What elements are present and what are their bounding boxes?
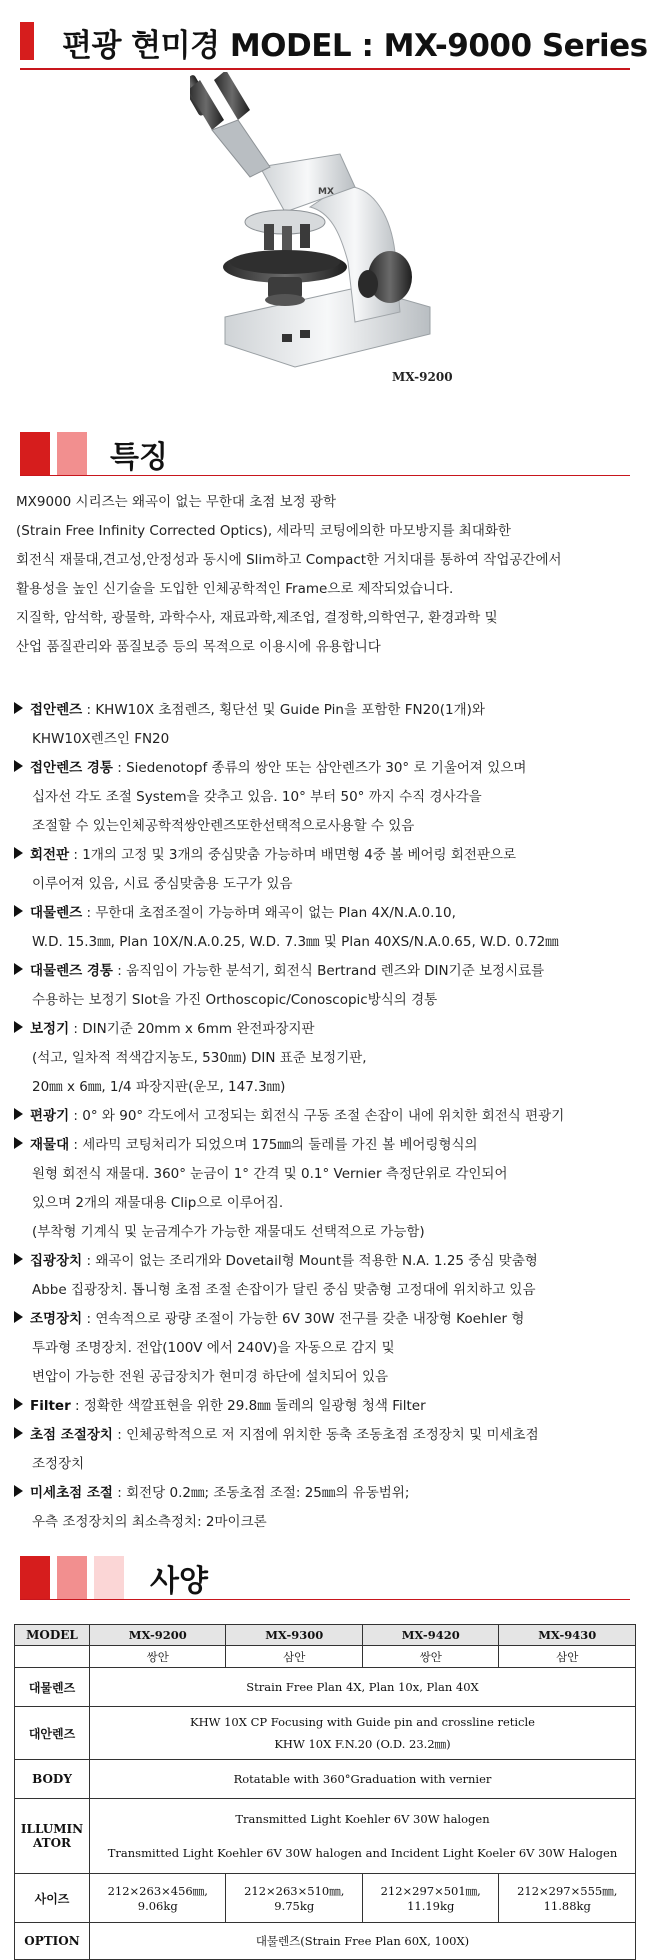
feature-continuation [14, 1044, 644, 1073]
feature-item [14, 1015, 644, 1044]
feature-text: 세라믹 코팅처리가 되었으며 175㎜의 둘레를 가진 볼 베어링형식의 [82, 1137, 478, 1153]
feature-separator: : [82, 905, 96, 921]
feature-separator: : [112, 1485, 127, 1501]
feature-text: Siedenotopf 종류의 쌍안 또는 삼안렌즈가 30° 로 기울어져 있으며 [126, 760, 527, 776]
microscope-image [190, 72, 460, 372]
feature-title: 회전판 [30, 847, 70, 863]
feature-title: 대물렌즈 경통 [30, 963, 113, 979]
feature-continuation [14, 783, 644, 812]
feature-separator: : [112, 963, 127, 979]
table-row [15, 1668, 636, 1707]
feature-text: 조정장치 [32, 1456, 85, 1472]
image-caption: MX-9200 [392, 370, 453, 384]
feature-item [14, 1305, 644, 1334]
feature-title: 집광장치 [30, 1253, 83, 1269]
feature-continuation [14, 1276, 644, 1305]
size-cell [226, 1874, 362, 1923]
feature-title: 미세초점 조절 [30, 1485, 113, 1501]
eyepiece-value [90, 1707, 636, 1760]
feature-separator: : [82, 702, 96, 718]
feature-text: Abbe 집광장치. 톱니형 초점 조절 손잡이가 달린 중심 맞춤형 고정대에 위치하고 있음 [32, 1282, 536, 1298]
feature-continuation [14, 1334, 644, 1363]
feature-item [14, 1392, 644, 1421]
feature-text: 1개의 고정 및 3개의 중심맞춤 가능하며 배면형 4중 볼 베어링 회전판으로 [82, 847, 517, 863]
table-row [15, 1760, 636, 1799]
size-weight: 11.88kg [543, 1899, 591, 1913]
feature-continuation [14, 870, 644, 899]
feature-text: 십자선 각도 조절 System을 갖추고 있음. 10° 부터 50° 까지 수직 경사각을 [32, 789, 482, 805]
feature-item [14, 1131, 644, 1160]
feature-text: 원형 회전식 재물대. 360° 눈금이 1° 간격 및 0.1° Vernier 측정단위로 각인되어 [32, 1166, 508, 1182]
model-cell: MX-9420 [362, 1625, 498, 1646]
features-section-title: 특징 [110, 440, 168, 475]
feature-continuation [14, 1189, 644, 1218]
specs-section-title: 사양 [150, 1564, 208, 1599]
feature-continuation [14, 928, 644, 957]
feature-title: 편광기 [30, 1108, 70, 1124]
model-cell: MX-9200 [90, 1625, 226, 1646]
illuminator-line: Transmitted Light Koehler 6V 30W halogen and Incident Light Koeler 6V 30W Halogen [107, 1846, 618, 1860]
intro-line: 산업 품질관리와 품질보증 등의 목적으로 이용시에 유용합니다 [16, 639, 381, 655]
feature-text: W.D. 15.3㎜, Plan 10X/N.A.0.25, W.D. 7.3㎜ 및 Plan 40XS/N.A.0.65, W.D. 0.72㎜ [32, 934, 559, 950]
bullet-triangle-icon [14, 963, 23, 975]
feature-text: KHW10X 초점렌즈, 횡단선 및 Guide Pin을 포함한 FN20(1개)와 [95, 702, 485, 718]
svg-text:MX: MX [318, 187, 334, 197]
feature-title: 접안렌즈 [30, 702, 83, 718]
intro-line: (Strain Free Infinity Corrected Optics), 세라믹 코팅에의한 마모방지를 최대화한 [16, 523, 511, 539]
feature-text: 무한대 초점조절이 가능하며 왜곡이 없는 Plan 4X/N.A.0.10, [95, 905, 456, 921]
section-accent-block [57, 432, 87, 476]
table-row [15, 1646, 636, 1668]
feature-separator: : [112, 760, 127, 776]
feature-item [14, 841, 644, 870]
feature-item [14, 696, 644, 725]
bullet-triangle-icon [14, 1485, 23, 1497]
feature-item [14, 754, 644, 783]
bullet-triangle-icon [14, 1137, 23, 1149]
size-label: 사이즈 [15, 1874, 90, 1923]
section-accent-block [57, 1556, 87, 1600]
feature-continuation [14, 725, 644, 754]
feature-item [14, 1479, 644, 1508]
size-cell [90, 1874, 226, 1923]
section-divider [20, 475, 630, 476]
table-row [15, 1923, 636, 1960]
intro-line: 지질학, 암석학, 광물학, 과학수사, 재료과학,제조업, 결정학,의학연구, 환경과학 및 [16, 610, 498, 626]
bullet-triangle-icon [14, 847, 23, 859]
feature-separator: : [70, 1398, 84, 1414]
bullet-triangle-icon [14, 1427, 23, 1439]
illuminator-label: ILLUMIN ATOR [15, 1799, 90, 1874]
feature-continuation [14, 1508, 644, 1537]
size-cell [362, 1874, 498, 1923]
type-cell: 쌍안 [362, 1646, 498, 1668]
feature-separator: : [69, 1108, 83, 1124]
feature-text: 인체공학적으로 저 지점에 위치한 동축 조동초점 조정장치 및 미세초점 [126, 1427, 539, 1443]
bullet-triangle-icon [14, 1108, 23, 1120]
feature-text: 투과형 조명장치. 전압(100V 에서 240V)을 자동으로 감지 및 [32, 1340, 395, 1356]
bullet-triangle-icon [14, 1398, 23, 1410]
feature-continuation [14, 812, 644, 841]
model-label: MODEL [15, 1625, 90, 1646]
feature-continuation [14, 1363, 644, 1392]
feature-continuation [14, 1218, 644, 1247]
feature-title: 접안렌즈 경통 [30, 760, 113, 776]
page-header [20, 18, 648, 64]
page-title: 편광 현미경 MODEL : MX-9000 Series [62, 28, 648, 64]
feature-text: 우측 조정장치의 최소측정치: 2마이크론 [32, 1514, 267, 1530]
size-weight: 11.19kg [407, 1899, 455, 1913]
feature-item [14, 957, 644, 986]
intro-paragraph [16, 488, 636, 662]
feature-text: 이루어져 있음, 시료 중심맞춤용 도구가 있음 [32, 876, 293, 892]
feature-item [14, 1421, 644, 1450]
bullet-triangle-icon [14, 1021, 23, 1033]
size-dims: 212×263×510㎜, [244, 1884, 345, 1898]
type-cell: 쌍안 [90, 1646, 226, 1668]
header-accent-block [20, 22, 34, 60]
feature-separator: : [82, 1311, 96, 1327]
model-cell: MX-9300 [226, 1625, 362, 1646]
feature-item [14, 899, 644, 928]
illuminator-line: Transmitted Light Koehler 6V 30W halogen [235, 1812, 490, 1826]
option-value: 대물렌즈(Strain Free Plan 60X, 100X) [90, 1923, 636, 1960]
size-dims: 212×263×456㎜, [107, 1884, 208, 1898]
table-row [15, 1874, 636, 1923]
section-divider [20, 1599, 630, 1600]
feature-continuation [14, 1073, 644, 1102]
feature-item [14, 1102, 644, 1131]
size-weight: 9.75kg [274, 1899, 315, 1913]
illuminator-value [90, 1799, 636, 1874]
bullet-triangle-icon [14, 1253, 23, 1265]
model-cell: MX-9430 [499, 1625, 636, 1646]
section-accent-block [94, 1556, 124, 1600]
eyepiece-label: 대안렌즈 [15, 1707, 90, 1760]
feature-title: 초점 조절장치 [30, 1427, 113, 1443]
feature-text: 있으며 2개의 재물대용 Clip으로 이루어짐. [32, 1195, 284, 1211]
section-accent-block [20, 1556, 50, 1600]
section-accent-block [20, 432, 50, 476]
size-dims: 212×297×501㎜, [380, 1884, 481, 1898]
intro-line: 활용성을 높인 신기술을 도입한 인체공학적인 Frame으로 제작되었습니다. [16, 581, 454, 597]
feature-text: 20㎜ x 6㎜, 1/4 파장지판(운모, 147.3㎚) [32, 1079, 286, 1095]
type-cell: 삼안 [499, 1646, 636, 1668]
type-cell: 삼안 [226, 1646, 362, 1668]
feature-separator: : [69, 1021, 83, 1037]
feature-separator: : [69, 847, 83, 863]
feature-continuation [14, 1450, 644, 1479]
feature-text: 0° 와 90° 각도에서 고정되는 회전식 구동 조절 손잡이 내에 위치한 회전식 편광기 [82, 1108, 565, 1124]
feature-text: (석고, 일차적 적색감지농도, 530㎚) DIN 표준 보정기판, [32, 1050, 367, 1066]
intro-line: 회전식 재물대,견고성,안정성과 동시에 Slim하고 Compact한 거치대를 통하여 작업공간에서 [16, 552, 562, 568]
feature-separator: : [69, 1137, 83, 1153]
spec-table [14, 1624, 636, 1960]
feature-title: 대물렌즈 [30, 905, 83, 921]
feature-continuation [14, 1160, 644, 1189]
feature-title: 보정기 [30, 1021, 70, 1037]
bullet-triangle-icon [14, 702, 23, 714]
feature-text: KHW10X렌즈인 FN20 [32, 731, 170, 747]
size-cell [499, 1874, 636, 1923]
feature-text: 왜곡이 없는 조리개와 Dovetail형 Mount를 적용한 N.A. 1.25 중심 맞춤형 [95, 1253, 538, 1269]
feature-text: DIN기준 20mm x 6mm 완전파장지판 [82, 1021, 315, 1037]
objective-value: Strain Free Plan 4X, Plan 10x, Plan 40X [90, 1668, 636, 1707]
empty-label-cell [15, 1646, 90, 1668]
objective-label: 대물렌즈 [15, 1668, 90, 1707]
feature-text: 회전당 0.2㎜; 조동초점 조절: 25㎜의 유동범위; [126, 1485, 410, 1501]
size-weight: 9.06kg [137, 1899, 178, 1913]
feature-text: 정확한 색깔표현을 위한 29.8㎜ 둘레의 일광형 청색 Filter [83, 1398, 426, 1414]
feature-title: Filter [30, 1398, 71, 1414]
feature-text: 변압이 가능한 전원 공급장치가 현미경 하단에 설치되어 있음 [32, 1369, 389, 1385]
feature-separator: : [82, 1253, 96, 1269]
table-header-row [15, 1625, 636, 1646]
feature-list [14, 696, 644, 1537]
eyepiece-line: KHW 10X CP Focusing with Guide pin and crossline reticle [190, 1715, 535, 1729]
features-section-header [20, 428, 630, 478]
body-label: BODY [15, 1760, 90, 1799]
header-divider [20, 68, 630, 70]
eyepiece-line: KHW 10X F.N.20 (O.D. 23.2㎜) [274, 1737, 451, 1751]
bullet-triangle-icon [14, 760, 23, 772]
bullet-triangle-icon [14, 905, 23, 917]
size-dims: 212×297×555㎜, [517, 1884, 618, 1898]
feature-title: 조명장치 [30, 1311, 83, 1327]
feature-text: (부착형 기계식 및 눈금계수가 가능한 재물대도 선택적으로 가능함) [32, 1224, 425, 1240]
specs-section-header [20, 1552, 630, 1602]
feature-text: 수용하는 보정기 Slot을 가진 Orthoscopic/Conoscopic방식의 경통 [32, 992, 438, 1008]
feature-item [14, 1247, 644, 1276]
table-row [15, 1799, 636, 1874]
feature-text: 조절할 수 있는인체공학적쌍안렌즈또한선택적으로사용할 수 있음 [32, 818, 415, 834]
option-label: OPTION [15, 1923, 90, 1960]
feature-continuation [14, 986, 644, 1015]
table-row [15, 1707, 636, 1760]
bullet-triangle-icon [14, 1311, 23, 1323]
feature-text: 연속적으로 광량 조절이 가능한 6V 30W 전구를 갖춘 내장형 Koehler 형 [95, 1311, 525, 1327]
feature-title: 재물대 [30, 1137, 70, 1153]
feature-text: 움직임이 가능한 분석기, 회전식 Bertrand 렌즈와 DIN기준 보정시료를 [126, 963, 545, 979]
feature-separator: : [112, 1427, 127, 1443]
body-value: Rotatable with 360°Graduation with vernier [90, 1760, 636, 1799]
intro-line: MX9000 시리즈는 왜곡이 없는 무한대 초점 보정 광학 [16, 494, 337, 510]
